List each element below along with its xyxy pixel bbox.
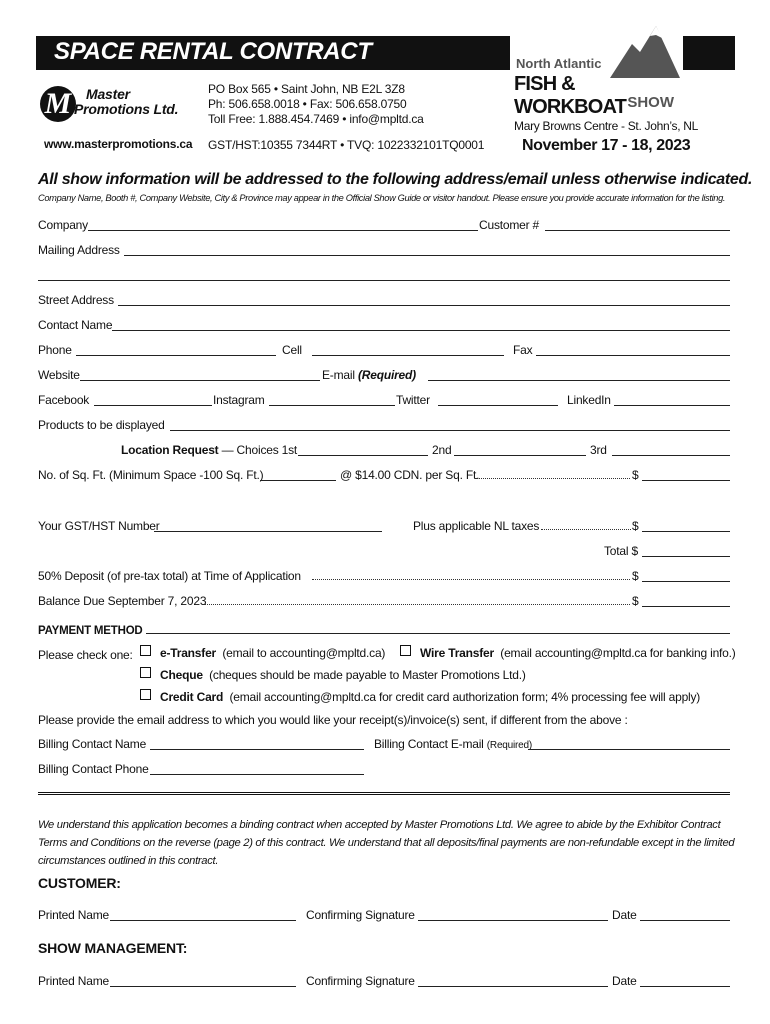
linkedin-field[interactable] xyxy=(614,405,730,406)
credit-card-option: Credit Card (email accounting@mpltd.ca for credit card authorization form; 4% processing fee will apply) xyxy=(160,690,701,704)
show-logo-line3: SHOW xyxy=(627,94,674,111)
email-required: (Required) xyxy=(357,368,416,382)
nl-taxes-leader xyxy=(541,529,631,530)
management-date-label: Date xyxy=(612,974,637,988)
company-logo-text: Master Promotions Ltd. xyxy=(74,86,179,117)
balance-dollar: $ xyxy=(632,594,639,608)
twitter-field[interactable] xyxy=(438,405,558,406)
balance-label: Balance Due September 7, 2023 xyxy=(38,594,207,608)
company-logo xyxy=(40,84,190,124)
street-address-field[interactable] xyxy=(118,305,730,306)
cell-label: Cell xyxy=(282,343,302,357)
subnotice: Company Name, Booth #, Company Website, City & Province may appear in the Official Show Guide or visitor handout. Please ensure you provide accurate information for the listing. xyxy=(38,193,726,203)
instagram-field[interactable] xyxy=(269,405,395,406)
company-logo-mark: M xyxy=(40,86,76,122)
show-management-heading: SHOW MANAGEMENT: xyxy=(38,940,188,956)
show-logo xyxy=(514,26,680,116)
sqft-dollar: $ xyxy=(632,468,639,482)
billing-name-label: Billing Contact Name xyxy=(38,737,147,751)
sqft-label: No. of Sq. Ft. (Minimum Space -100 Sq. Ft.) xyxy=(38,468,264,482)
tax-numbers: GST/HST:10355 7344RT • TVQ: 1022332101TQ0001 xyxy=(208,138,485,152)
address-line: PO Box 565 • Saint John, NB E2L 3Z8 xyxy=(208,82,405,96)
balance-field[interactable] xyxy=(642,606,730,607)
decorative-block xyxy=(683,36,735,70)
etransfer-checkbox[interactable] xyxy=(140,645,151,656)
check-one-label: Please check one: xyxy=(38,648,133,662)
gst-number-label: Your GST/HST Number xyxy=(38,519,160,533)
wire-transfer-checkbox[interactable] xyxy=(400,645,411,656)
email-label: E-mail (Required) xyxy=(322,368,416,382)
website-label: Website xyxy=(38,368,80,382)
mailing-address-field[interactable] xyxy=(124,255,730,256)
total-label: Total $ xyxy=(604,544,638,558)
nl-taxes-label: Plus applicable NL taxes xyxy=(413,519,540,533)
cheque-option: Cheque (cheques should be made payable to Master Promotions Ltd.) xyxy=(160,668,526,682)
nl-taxes-dollar: $ xyxy=(632,519,639,533)
billing-phone-label: Billing Contact Phone xyxy=(38,762,149,776)
instagram-label: Instagram xyxy=(213,393,265,407)
company-website: www.masterpromotions.ca xyxy=(44,137,193,151)
deposit-label: 50% Deposit (of pre-tax total) at Time of Application xyxy=(38,569,301,583)
sqft-field[interactable] xyxy=(260,480,336,481)
choice-2-label: 2nd xyxy=(432,443,452,457)
facebook-label: Facebook xyxy=(38,393,90,407)
title-bar xyxy=(36,36,510,70)
location-request-label: Location Request — Choices 1st xyxy=(121,443,298,457)
show-dates: November 17 - 18, 2023 xyxy=(522,137,691,154)
mountain-icon xyxy=(610,26,680,78)
etransfer-option: e-Transfer (email to accounting@mpltd.ca) xyxy=(160,646,386,660)
products-label: Products to be displayed xyxy=(38,418,165,432)
notice: All show information will be addressed to the following address/email unless otherwise indicated. xyxy=(38,171,753,188)
section-divider xyxy=(38,792,730,795)
management-printed-name-field[interactable] xyxy=(110,986,296,987)
balance-leader xyxy=(204,604,630,605)
total-field[interactable] xyxy=(642,556,730,557)
location-choice-3-field[interactable] xyxy=(612,455,730,456)
sqft-amount-field[interactable] xyxy=(642,480,730,481)
fax-field[interactable] xyxy=(536,355,730,356)
products-field[interactable] xyxy=(170,430,730,431)
billing-name-field[interactable] xyxy=(150,749,364,750)
customer-date-label: Date xyxy=(612,908,637,922)
billing-phone-field[interactable] xyxy=(150,774,364,775)
company-label: Company xyxy=(38,218,88,232)
company-field[interactable] xyxy=(88,230,478,231)
tollfree-line: Toll Free: 1.888.454.7469 • info@mpltd.ca xyxy=(208,112,424,126)
fax-label: Fax xyxy=(513,343,533,357)
choice-3-label: 3rd xyxy=(590,443,607,457)
payment-method-rule xyxy=(146,633,730,634)
street-address-label: Street Address xyxy=(38,293,114,307)
management-signature-label: Confirming Signature xyxy=(306,974,415,988)
customer-heading: CUSTOMER: xyxy=(38,875,121,891)
show-logo-line1: North Atlantic xyxy=(516,56,602,71)
facebook-field[interactable] xyxy=(94,405,212,406)
mailing-address-label: Mailing Address xyxy=(38,243,120,257)
management-printed-name-label: Printed Name xyxy=(38,974,109,988)
customer-signature-field[interactable] xyxy=(418,920,608,921)
linkedin-label: LinkedIn xyxy=(567,393,611,407)
credit-card-checkbox[interactable] xyxy=(140,689,151,700)
customer-date-field[interactable] xyxy=(640,920,730,921)
customer-signature-label: Confirming Signature xyxy=(306,908,415,922)
customer-printed-name-field[interactable] xyxy=(110,920,296,921)
payment-method-heading: PAYMENT METHOD xyxy=(38,625,143,637)
deposit-dollar: $ xyxy=(632,569,639,583)
website-field[interactable] xyxy=(80,380,320,381)
customer-number-label: Customer # xyxy=(479,218,540,232)
cheque-checkbox[interactable] xyxy=(140,667,151,678)
billing-email-label: Billing Contact E-mail (Required) xyxy=(374,737,533,751)
receipt-note: Please provide the email address to which you would like your receipt(s)/invoice(s) sent, if different from the above : xyxy=(38,713,628,727)
wire-transfer-option: Wire Transfer (email accounting@mpltd.ca for banking info.) xyxy=(420,646,736,660)
management-signature-field[interactable] xyxy=(418,986,608,987)
deposit-field[interactable] xyxy=(642,581,730,582)
customer-printed-name-label: Printed Name xyxy=(38,908,109,922)
location-choice-1-field[interactable] xyxy=(298,455,428,456)
management-date-field[interactable] xyxy=(640,986,730,987)
deposit-leader xyxy=(312,579,630,580)
rate-label: @ $14.00 CDN. per Sq. Ft. xyxy=(340,468,480,482)
gst-number-field[interactable] xyxy=(154,531,382,532)
twitter-label: Twitter xyxy=(396,393,430,407)
contact-name-field[interactable] xyxy=(112,330,730,331)
contact-name-label: Contact Name xyxy=(38,318,113,332)
show-logo-line2: FISH & WORKBOAT xyxy=(514,73,627,118)
agreement-text: We understand this application becomes a binding contract when accepted by Master Promotions Ltd. We agree to abide by the Exhibitor Contract Terms and Conditions on the reverse (page 2) of this contract. We understand that all deposits/final payments are non-refundable except in the limited circumstances outlined in this contract. xyxy=(38,819,735,867)
page-title: SPACE RENTAL CONTRACT xyxy=(54,38,372,65)
venue: Mary Browns Centre - St. John’s, NL xyxy=(514,119,699,133)
customer-number-field[interactable] xyxy=(545,230,730,231)
phone-line: Ph: 506.658.0018 • Fax: 506.658.0750 xyxy=(208,97,407,111)
email-field[interactable] xyxy=(428,380,730,381)
phone-label: Phone xyxy=(38,343,72,357)
mailing-address-field-2[interactable] xyxy=(38,280,730,281)
cell-field[interactable] xyxy=(312,355,504,356)
rate-leader xyxy=(476,478,630,479)
billing-email-field[interactable] xyxy=(528,749,730,750)
phone-field[interactable] xyxy=(76,355,276,356)
nl-taxes-field[interactable] xyxy=(642,531,730,532)
location-choice-2-field[interactable] xyxy=(454,455,586,456)
